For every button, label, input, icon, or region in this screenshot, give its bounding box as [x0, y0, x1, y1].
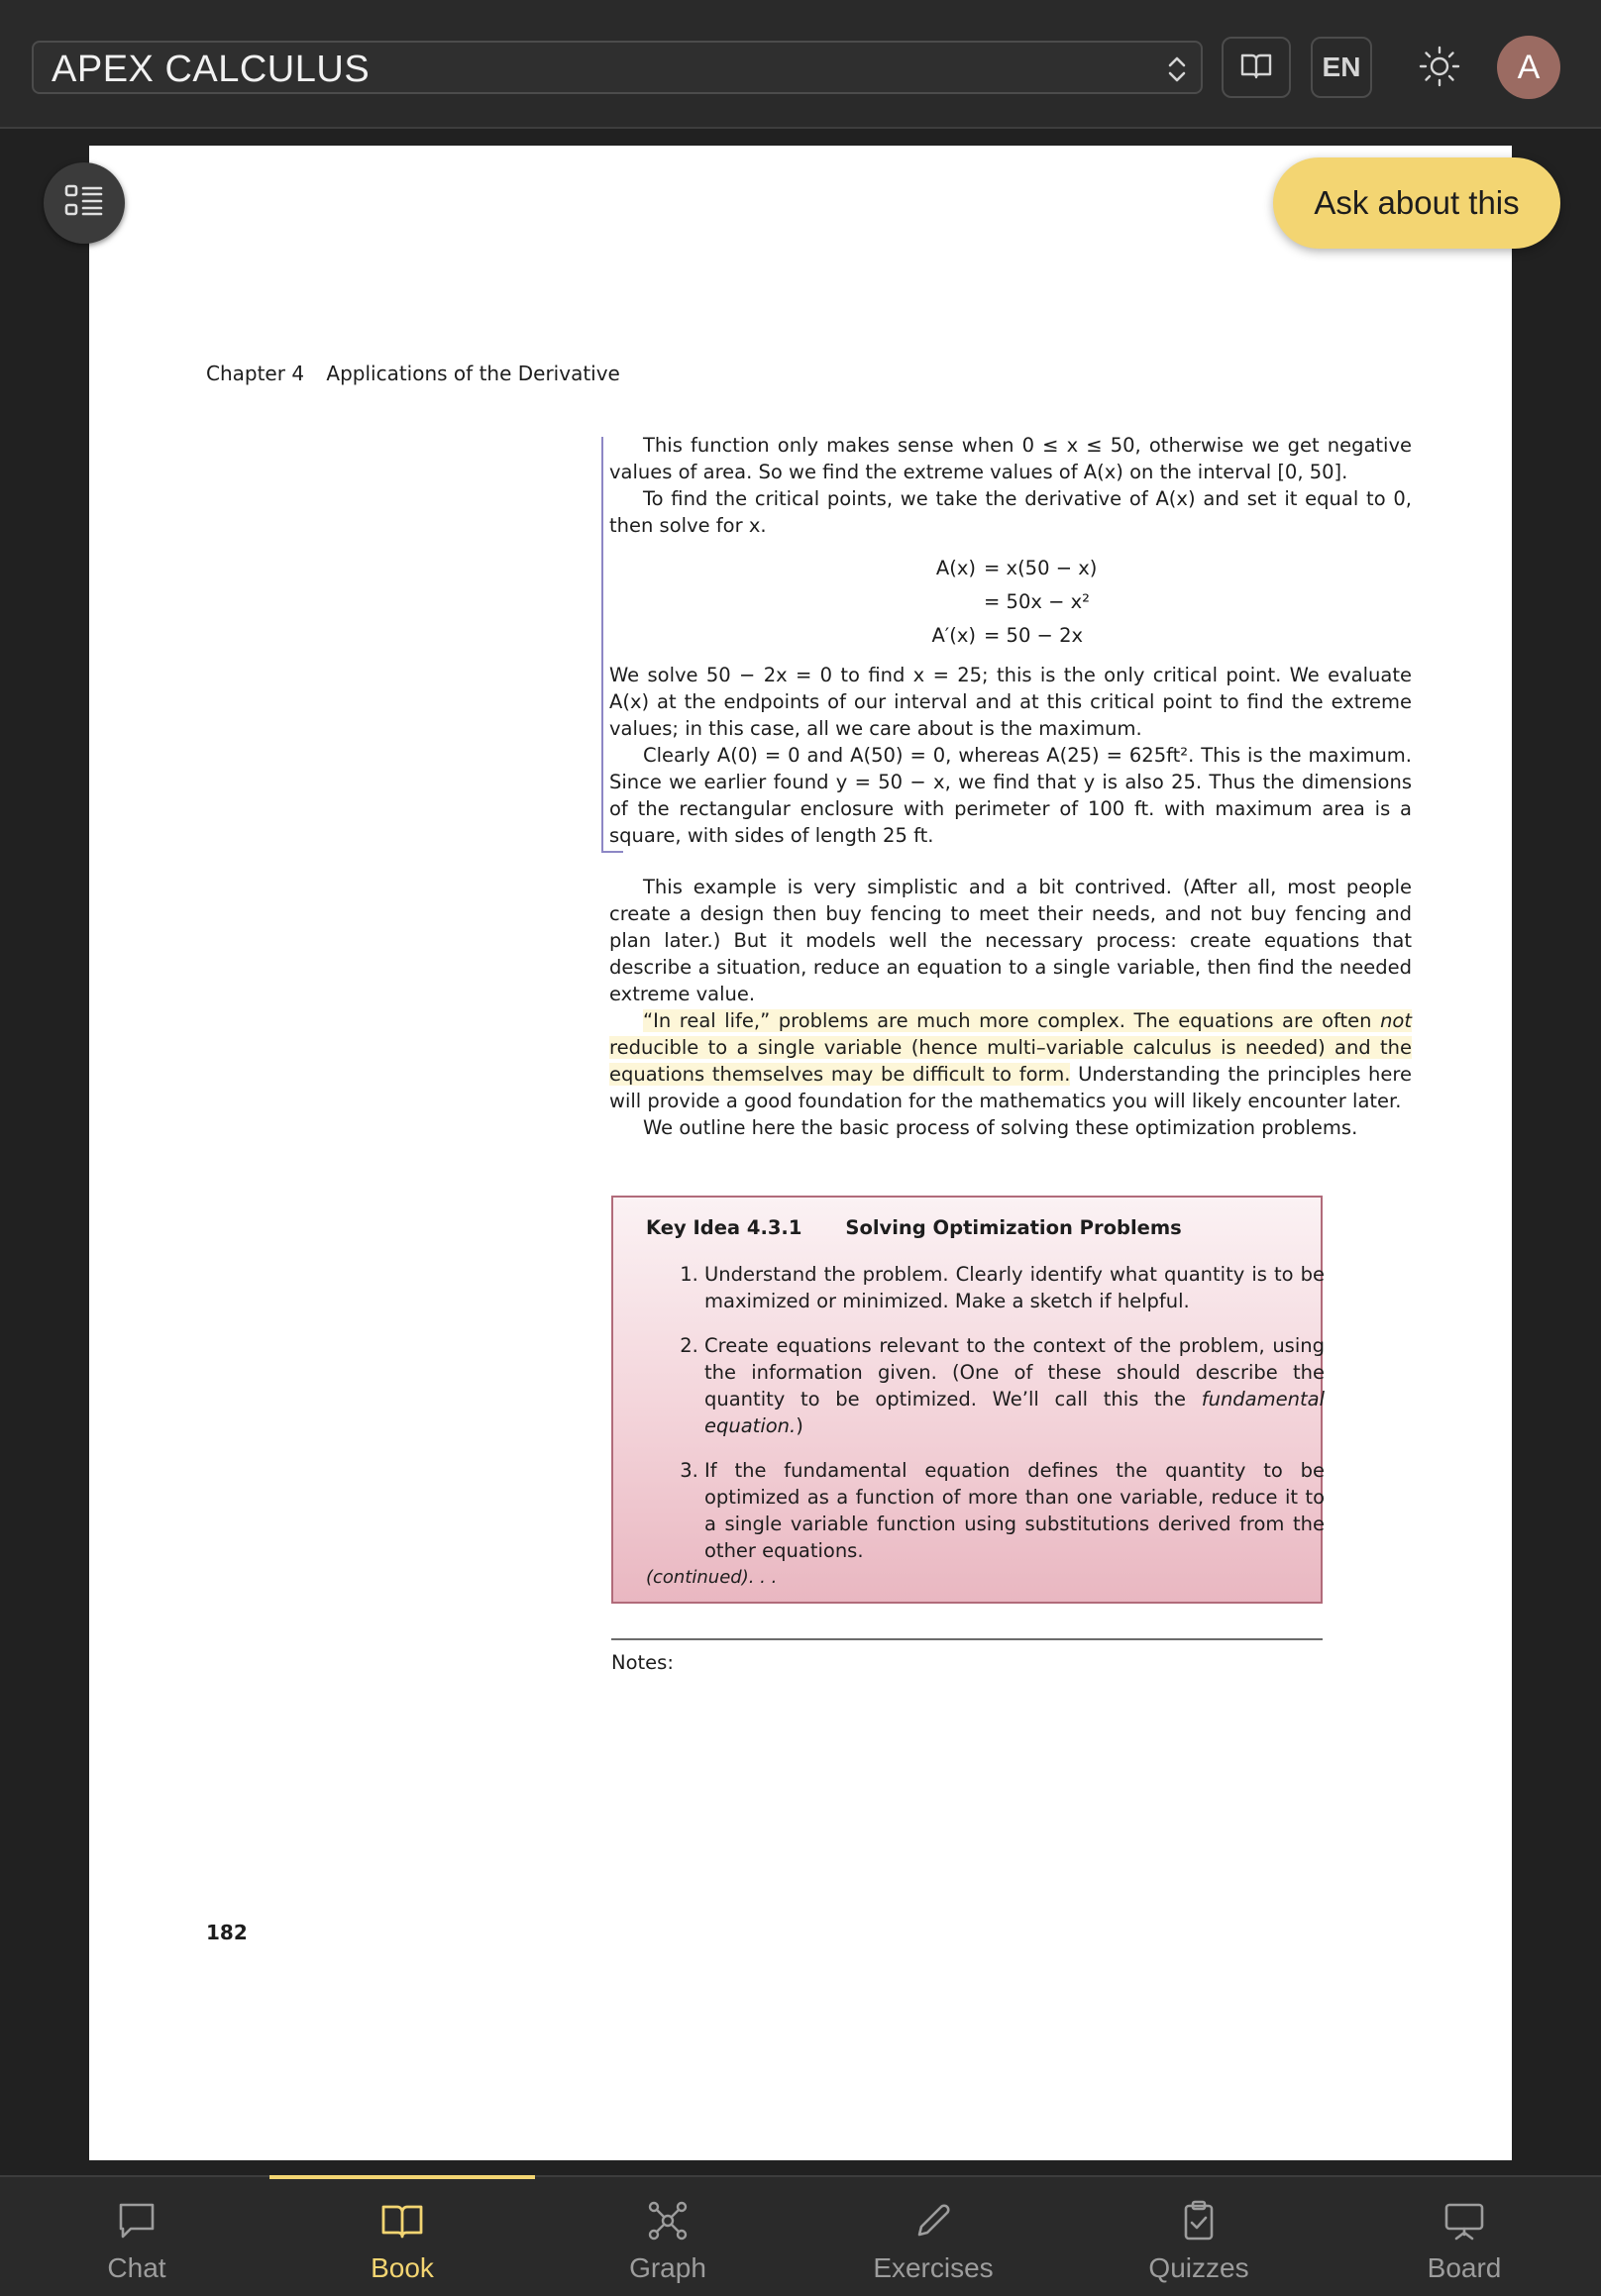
paragraph: Clearly A(0) = 0 and A(50) = 0, whereas A(25) = 625ft². This is the maximum. Since we earlier found y = 50 − x, we find that y is also 25. Thus the dimensions of the rectangular enclosure with perimeter of 100 ft. with maximum area is a square, with sides of length 25 ft.	[609, 744, 1412, 847]
list-item: 3. If the fundamental equation defines the quantity to be optimized as a function of more than one variable, reduce it to a single variable function using substitutions derived from the other equations.	[704, 1457, 1325, 1564]
key-idea-steps	[677, 1261, 1325, 1582]
equation-lhs: A(x)	[935, 557, 976, 579]
list-icon	[63, 181, 105, 225]
continued-label: (continued). . .	[646, 1567, 778, 1588]
key-idea-title: Solving Optimization Problems	[845, 1216, 1182, 1239]
example-margin-rule	[601, 437, 603, 853]
page-number: 182	[206, 1921, 248, 1944]
nav-book[interactable]: Book	[269, 2177, 535, 2296]
ask-about-this-button[interactable]: Ask about this	[1273, 157, 1560, 249]
language-label: EN	[1322, 52, 1361, 82]
paragraph: We solve 50 − 2x = 0 to find x = 25; this is the only critical point. We evaluate A(x) at the endpoints of our interval and at this critical point to find the extreme values; in this case, all we care about is the maximum.	[609, 664, 1412, 740]
bottom-nav	[0, 2175, 1601, 2296]
board-icon	[1442, 2199, 1486, 2243]
book-selector[interactable]	[32, 41, 1203, 94]
chapter-number: Chapter 4	[206, 362, 305, 385]
equation-block	[882, 552, 1097, 653]
key-idea-number: Key Idea 4.3.1	[646, 1216, 802, 1239]
book-title: APEX CALCULUS	[52, 49, 371, 90]
reader-mode-button[interactable]	[1222, 37, 1291, 98]
avatar[interactable]: A	[1497, 36, 1560, 99]
list-item: 2. Create equations relevant to the context of the problem, using the information given. (One of these should describe the quantity to be optimized. We’ll call this the fundamental equation.)	[704, 1332, 1325, 1439]
equation-lhs: A′(x)	[931, 624, 976, 647]
nav-chat[interactable]: Chat	[4, 2177, 269, 2296]
book-page	[89, 146, 1512, 2160]
paragraph: This function only makes sense when 0 ≤ x ≤ 50, otherwise we get negative values of area. So we find the extreme values of A(x) on the interval [0, 50].	[609, 434, 1412, 483]
running-head	[206, 362, 620, 385]
nav-board[interactable]: Board	[1332, 2177, 1597, 2296]
notes-divider	[611, 1638, 1323, 1640]
body-text	[609, 874, 1412, 1141]
chapter-title: Applications of the Derivative	[326, 362, 620, 385]
graph-nodes-icon	[646, 2199, 690, 2243]
nav-quizzes[interactable]: Quizzes	[1066, 2177, 1332, 2296]
nav-graph[interactable]: Graph	[535, 2177, 800, 2296]
key-idea-box	[611, 1196, 1323, 1604]
book-icon	[379, 2199, 425, 2243]
table-of-contents-button[interactable]	[44, 162, 125, 244]
paragraph: To find the critical points, we take the derivative of A(x) and set it equal to 0, then solve for x.	[609, 487, 1412, 537]
notes-label: Notes:	[611, 1651, 674, 1674]
example-text-top	[609, 432, 1412, 539]
sun-icon	[1415, 76, 1464, 95]
highlight[interactable]: “In real life,” problems are much more complex. The equations are often not reducible to a single variable (hence multi–variable calculus is needed) and the equations themselves may be difficult to form.	[609, 1009, 1412, 1086]
clipboard-check-icon	[1177, 2199, 1221, 2243]
chat-bubble-icon	[115, 2199, 159, 2243]
example-text-bottom	[609, 662, 1412, 849]
language-button[interactable]	[1311, 37, 1372, 98]
theme-toggle-button[interactable]	[1415, 42, 1464, 91]
equation-rhs: = x(50 − x)	[984, 557, 1098, 579]
example-margin-rule-end	[601, 851, 623, 853]
chevron-updown-icon	[1165, 52, 1189, 90]
open-book-icon	[1239, 51, 1273, 84]
top-bar	[0, 0, 1601, 129]
paragraph: We outline here the basic process of solving these optimization problems.	[643, 1116, 1358, 1139]
nav-exercises[interactable]: Exercises	[800, 2177, 1066, 2296]
equation-rhs: = 50x − x²	[984, 590, 1090, 613]
list-item: 1. Understand the problem. Clearly identify what quantity is to be maximized or minimized. Make a sketch if helpful.	[704, 1261, 1325, 1314]
pencil-icon	[911, 2199, 955, 2243]
equation-rhs: = 50 − 2x	[984, 624, 1084, 647]
key-idea-heading	[646, 1214, 1182, 1241]
highlighted-paragraph: “In real life,” problems are much more complex. The equations are often not reducible to a single variable (hence multi–variable calculus is needed) and the equations themselves may be difficult to form. Understanding the principles here will provide a good foundation for the mathematics you will likely encounter later.	[609, 1009, 1413, 1112]
active-tab-indicator	[269, 2175, 535, 2179]
paragraph: This example is very simplistic and a bit contrived. (After all, most people create a design then buy fencing to meet their needs, and not buy fencing and plan later.) But it models well the necessary process: create equations that describe a situation, reduce an equation to a single variable, then find the needed extreme value.	[609, 876, 1412, 1005]
